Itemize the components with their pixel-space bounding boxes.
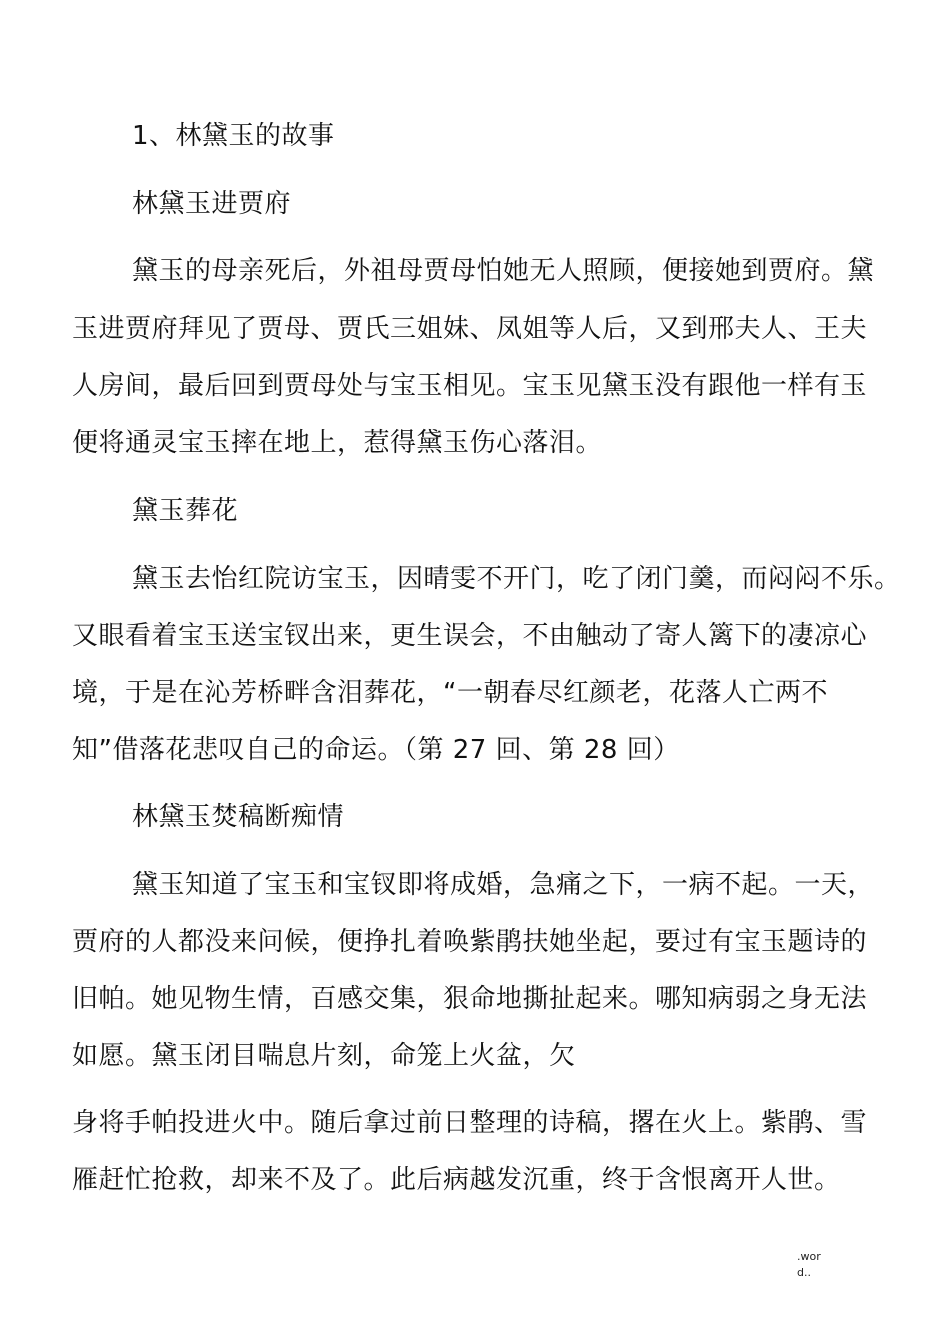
paragraph-line: 玉进贾府拜见了贾母、贾氏三姐妹、凤姐等人后，又到邢夫人、王夫 bbox=[72, 314, 868, 344]
document-heading: 1、林黛玉的故事 bbox=[132, 121, 335, 151]
paragraph-line: 如愿。黛玉闭目喘息片刻，命笼上火盆，欠 bbox=[72, 1041, 576, 1071]
footer-mark-line-2: d.. bbox=[797, 1266, 811, 1279]
paragraph-line: 又眼看着宝玉送宝钗出来，更生误会，不由触动了寄人篱下的凄凉心 bbox=[72, 621, 868, 651]
paragraph-line: 人房间，最后回到贾母处与宝玉相见。宝玉见黛玉没有跟他一样有玉 bbox=[72, 371, 868, 401]
paragraph-line: 知”借落花悲叹自己的命运。（第 27 回、第 28 回） bbox=[72, 735, 680, 765]
paragraph-line: 雁赶忙抢救，却来不及了。此后病越发沉重，终于含恨离开人世。 bbox=[72, 1165, 841, 1195]
footer-mark-line-1: .wor bbox=[797, 1250, 821, 1263]
paragraph-line: 境，于是在沁芳桥畔含泪葬花，“一朝春尽红颜老，花落人亡两不 bbox=[72, 678, 828, 708]
section-title-1: 林黛玉进贾府 bbox=[132, 189, 292, 219]
paragraph-line: 身将手帕投进火中。随后拿过前日整理的诗稿，撂在火上。紫鹃、雪 bbox=[72, 1108, 868, 1138]
paragraph-line: 旧帕。她见物生情，百感交集，狠命地撕扯起来。哪知病弱之身无法 bbox=[72, 984, 868, 1014]
paragraph-line: 便将通灵宝玉摔在地上，惹得黛玉伤心落泪。 bbox=[72, 428, 603, 458]
paragraph-line: 贾府的人都没来问候，便挣扎着唤紫鹃扶她坐起，要过有宝玉题诗的 bbox=[72, 927, 868, 957]
paragraph-line: 黛玉知道了宝玉和宝钗即将成婚，急痛之下，一病不起。一天， bbox=[132, 870, 875, 900]
paragraph-line: 黛玉去怡红院访宝玉，因晴雯不开门，吃了闭门羹，而闷闷不乐。 bbox=[132, 564, 901, 594]
paragraph-line: 黛玉的母亲死后，外祖母贾母怕她无人照顾，便接她到贾府。黛 bbox=[132, 256, 875, 286]
section-title-3: 林黛玉焚稿断痴情 bbox=[132, 802, 345, 832]
section-title-2: 黛玉葬花 bbox=[132, 496, 239, 526]
